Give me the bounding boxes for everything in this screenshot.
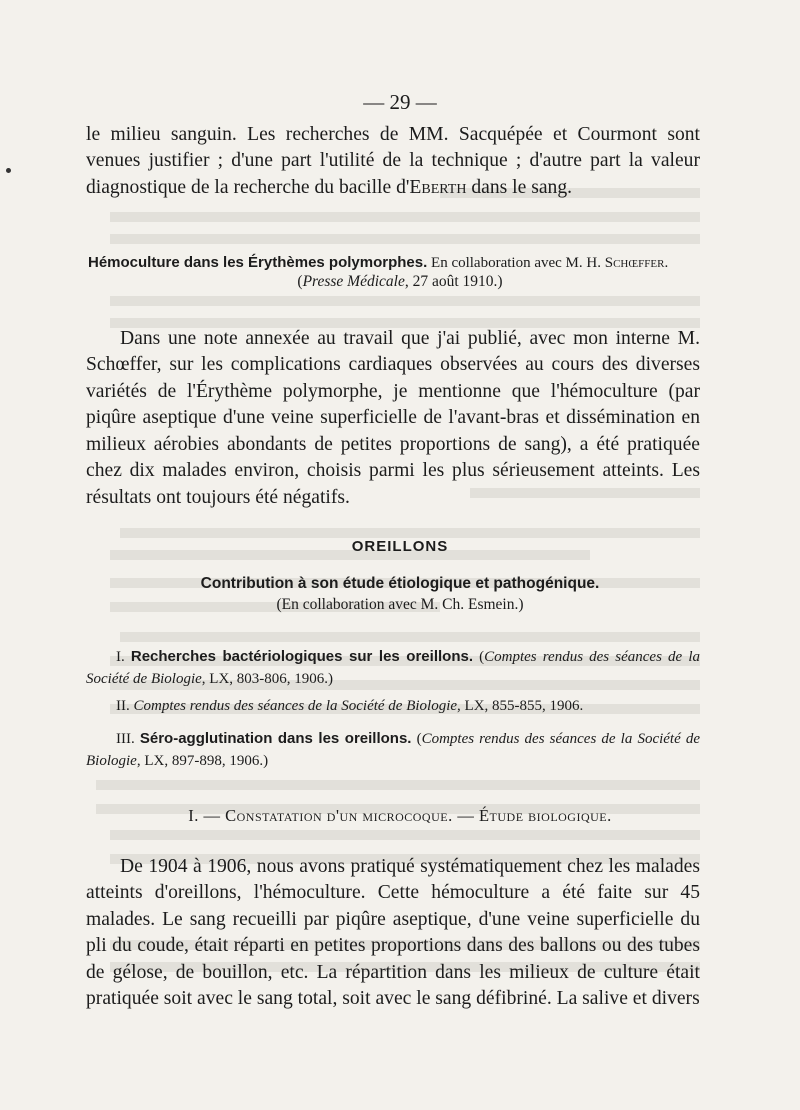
ref-detail: , LX, 897-898, 1906.): [136, 753, 269, 769]
ref-number: I.: [116, 649, 125, 665]
journal-name: Presse Médicale: [302, 273, 405, 290]
page-number: — 29 —: [363, 90, 437, 114]
oreillons-collab: (En collaboration avec M. Ch. Esmein.): [276, 596, 524, 613]
reference-3: [86, 728, 700, 772]
ref-source: Comptes rendus des séances de la Société de Biologie: [86, 649, 700, 687]
ref-number: III.: [116, 731, 135, 747]
hemoculture-collab-end: .: [664, 255, 669, 271]
margin-mark: [6, 168, 11, 173]
section-heading: I. — Constatation d'un microcoque. — Étude biologique.: [188, 806, 612, 825]
reference-1: [86, 646, 700, 690]
ref-source: Comptes rendus des séances de la Société de Biologie: [133, 698, 458, 714]
hemoculture-title: Hémoculture dans les Érythèmes polymorphes.: [88, 254, 428, 271]
pub-open: (: [297, 273, 303, 290]
ref-detail: , LX, 855-855, 1906.: [457, 698, 584, 714]
ref-number: II.: [116, 698, 130, 714]
ref-source-open: (: [473, 649, 485, 665]
hemoculture-paragraph: Dans une note annexée au travail que j'ai publié, avec mon interne M. Schœffer, sur les complications cardiaques observées au cours des diverses variétés de l'Érythème polymorphe, je mentionne que l'hémoculture (par piqûre aseptique d'une veine superficielle de l'avant-bras et dissémination en milieux aérobies abondants de petites proportions de sang), a été pratiquée chez dix malades environ, choisis parmi les plus sérieusement atteints. Les résultats ont toujours été négatifs.: [86, 327, 700, 508]
ref-source: Comptes rendus des séances de la Société de Biologie: [86, 731, 701, 769]
hemoculture-collab-name: Schœffer: [604, 255, 665, 271]
hemoculture-collab: En collaboration avec M. H.: [427, 255, 605, 271]
intro-text: le milieu sanguin. Les recherches de MM. Sacquépée et Courmont sont venues justifier ; d'une part l'utilité de la technique ; d'autre part la valeur diagnostique de la recherche du bacille d': [86, 123, 700, 198]
hemoculture-publication: [0, 273, 800, 291]
intro-end: dans le sang.: [466, 176, 573, 198]
ref-title: Séro-agglutination dans les oreillons.: [139, 730, 412, 747]
intro-paragraph: [86, 122, 700, 202]
ref-detail: , LX, 803-806, 1906.): [201, 671, 334, 687]
ref-source-open: (: [411, 731, 422, 747]
pub-date: , 27 août 1910.): [404, 273, 503, 290]
hemoculture-heading: [86, 253, 702, 273]
ref-title: Recherches bactériologiques sur les oreillons.: [130, 648, 473, 665]
eberth-name: Eberth: [409, 176, 467, 198]
oreillons-paragraph: De 1904 à 1906, nous avons pratiqué systématiquement chez les malades atteints d'oreillons, l'hémoculture. Cette hémoculture a été faite sur 45 malades. Le sang recueilli par piqûre aseptique, d'une veine superficielle du pli du coude, était réparti en petites proportions dans des ballons ou des tubes de gélose, de bouillon, etc. La répartition dans les milieux de culture était pratiquée soit avec le sang total, soit avec le sang défibriné. La salive et divers: [86, 855, 700, 1010]
oreillons-subtitle: Contribution à son étude étiologique et pathogénique.: [200, 575, 600, 592]
reference-2: [86, 695, 700, 717]
oreillons-title: OREILLONS: [351, 538, 449, 555]
